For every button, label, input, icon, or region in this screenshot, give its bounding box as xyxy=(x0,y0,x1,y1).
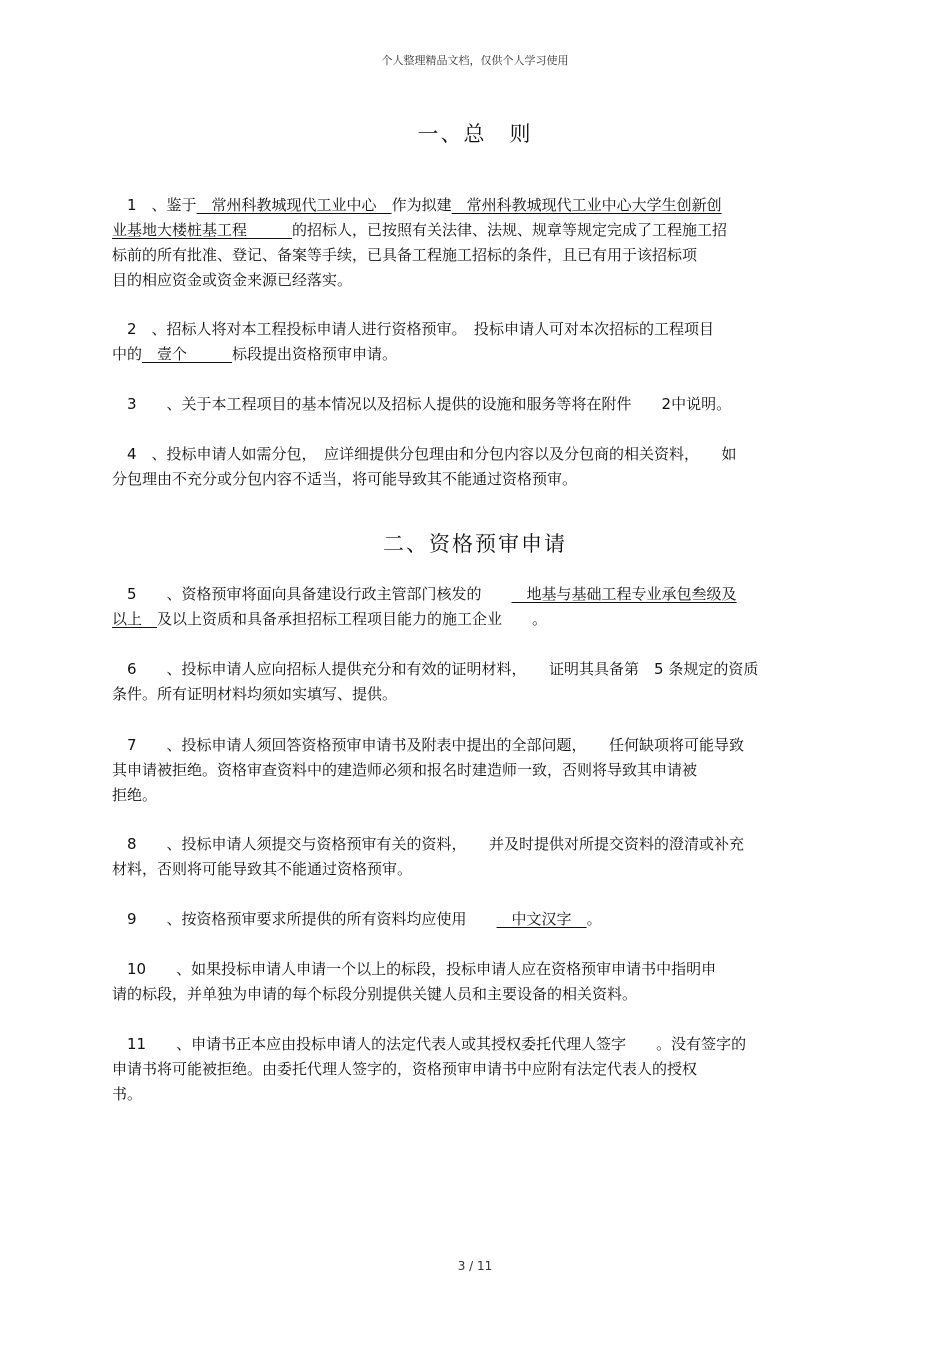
paragraph-11 xyxy=(112,1032,862,1107)
p9-text: 。 xyxy=(586,910,602,928)
tenderer-name: 常州科教城现代工业中心 xyxy=(196,196,392,214)
p7-line: 7 、投标申请人须回答资格预审申请书及附表中提出的全部问题， 任何缺项将可能导致 xyxy=(112,736,745,754)
p2-text: 中的 xyxy=(112,345,143,363)
p6-line: 6 、投标申请人应向招标人提供充分和有效的证明材料， 证明其具备第 5 条规定的资质 xyxy=(112,660,759,678)
p11-line: 书。 xyxy=(112,1085,143,1103)
qualification-level-cont: 以上 xyxy=(112,610,158,628)
paragraph-9 xyxy=(112,907,862,932)
p1-text: 的招标人，已按照有关法律、法规、规章等规定完成了工程施工招 xyxy=(292,221,728,239)
qualification-level: 地基与基础工程专业承包叁级及 xyxy=(511,585,737,603)
p2-line: 2 、招标人将对本工程投标申请人进行资格预审。 投标申请人可对本次招标的工程项目 xyxy=(112,320,715,338)
p8-line: 8 、投标申请人须提交与资格预审有关的资料， 并及时提供对所提交资料的澄清或补充 xyxy=(112,835,745,853)
paragraph-6 xyxy=(112,657,862,707)
paragraph-7 xyxy=(112,733,862,808)
p1-line: 目的相应资金或资金来源已经落实。 xyxy=(112,271,353,289)
p4-line: 4 、投标申请人如需分包， 应详细提供分包理由和分包内容以及分包商的相关资料， 如 xyxy=(112,445,737,463)
section-title-prequalification: 二、资格预审申请 xyxy=(383,532,567,556)
p4-line: 分包理由不充分或分包内容不适当，将可能导致其不能通过资格预审。 xyxy=(112,470,578,488)
p7-line: 拒绝。 xyxy=(112,786,158,804)
p1-text: 1 、鉴于 xyxy=(112,196,197,214)
p1-line: 标前的所有批准、登记、备案等手续，已具备工程施工招标的条件，且已有用于该招标项 xyxy=(112,246,698,264)
paragraph-1 xyxy=(112,193,862,293)
section-title-general: 一、总 则 xyxy=(417,122,533,146)
page-number: 3 / 11 xyxy=(457,1259,493,1273)
paragraph-5 xyxy=(112,582,862,632)
p6-line: 条件。所有证明材料均须如实填写、提供。 xyxy=(112,685,398,703)
p10-line: 请的标段，并单独为申请的每个标段分别提供关键人员和主要设备的相关资料。 xyxy=(112,985,638,1003)
p11-line: 申请书将可能被拒绝。由委托代理人签字的，资格预审申请书中应附有法定代表人的授权 xyxy=(112,1060,698,1078)
paragraph-3 xyxy=(112,392,862,417)
section-count: 壹个 xyxy=(142,345,233,363)
p9-text: 9 、按资格预审要求所提供的所有资料均应使用 xyxy=(112,910,497,928)
p2-text: 标段提出资格预审申请。 xyxy=(232,345,398,363)
p1-text: 作为拟建 xyxy=(391,196,452,214)
p3-line: 3 、关于本工程项目的基本情况以及招标人提供的设施和服务等将在附件 2中说明。 xyxy=(112,395,732,413)
p5-text: 及以上资质和具备承担招标工程项目能力的施工企业 。 xyxy=(157,610,548,628)
paragraph-10 xyxy=(112,957,862,1007)
page-header: 个人整理精品文档，仅供个人学习使用 xyxy=(381,54,569,67)
paragraph-2 xyxy=(112,317,862,367)
paragraph-8 xyxy=(112,832,862,882)
paragraph-4 xyxy=(112,442,862,492)
project-name: 常州科教城现代工业中心大学生创新创 xyxy=(451,196,722,214)
language-requirement: 中文汉字 xyxy=(496,910,587,928)
p8-line: 材料，否则将可能导致其不能通过资格预审。 xyxy=(112,860,413,878)
project-name-cont: 业基地大楼桩基工程 xyxy=(112,221,293,239)
p11-line: 11 、申请书正本应由投标申请人的法定代表人或其授权委托代理人签字 。没有签字的 xyxy=(112,1035,747,1053)
p10-line: 10 、如果投标申请人申请一个以上的标段，投标申请人应在资格预审申请书中指明申 xyxy=(112,960,717,978)
p5-text: 5 、资格预审将面向具备建设行政主管部门核发的 xyxy=(112,585,512,603)
p7-line: 其申请被拒绝。资格审查资料中的建造师必须和报名时建造师一致，否则将导致其申请被 xyxy=(112,761,698,779)
